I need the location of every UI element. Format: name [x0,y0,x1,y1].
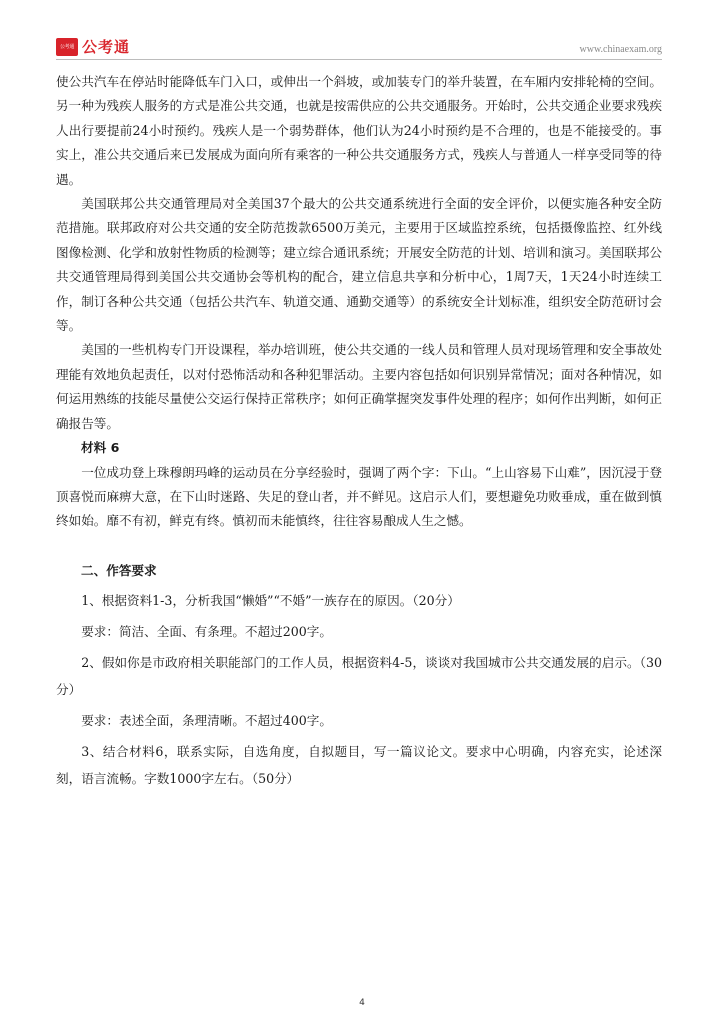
site-url[interactable]: www.chinaexam.org [579,44,662,55]
document-body [56,70,662,792]
paragraph-3: 美国的一些机构专门开设课程，举办培训班，使公共交通的一线人员和管理人员对现场管理和安全事故处理能有效地负起责任，以对付恐怖活动和各种犯罪活动。主要内容包括如何识别异常情况；面对各种情况，如何运用熟练的技能尽量使公交运行保持正常秩序；如何正确掌握突发事件处理的程序；如何作出判断，如何正确报告等。 [56,342,662,431]
brand-logo[interactable] [56,36,130,57]
page-number: 4 [359,998,365,1008]
page-header [56,34,662,60]
question-2-requirement: 要求：表述全面，条理清晰。不超过400字。 [81,713,332,729]
question-3: 3、结合材料6，联系实际，自选角度，自拟题目，写一篇议论文。要求中心明确，内容充实，论述深刻，语言流畅。字数1000字左右。（50分） [56,744,662,787]
question-1: 1、根据资料1-3，分析我国“懒婚”“不婚”一族存在的原因。（20分） [81,593,460,609]
brand-name: 公考通 [82,38,131,56]
header-divider [56,59,662,60]
paragraph-2: 美国联邦公共交通管理局对全美国37个最大的公共交通系统进行全面的安全评价，以便实施各种安全防范措施。联邦政府对公共交通的安全防范拨款6500万美元，主要用于区域监控系统，包括摄像监控、红外线图像检测、化学和放射性物质的检测等；建立综合通讯系统；开展安全防范的计划、培训和演习。美国联邦公共交通管理局得到美国公共交通协会等机构的配合，建立信息共享和分析中心，1周7天，1天24小时连续工作，制订各种公共交通（包括公共汽车、轨道交通、通勤交通等）的系统安全计划标准，组织安全防范研讨会等。 [56,196,662,334]
question-1-requirement: 要求：简洁、全面、有条理。不超过200字。 [81,624,332,640]
material-6-text: 一位成功登上珠穆朗玛峰的运动员在分享经验时，强调了两个字：下山。“上山容易下山难”，因沉浸于登顶喜悦而麻痹大意，在下山时迷路、失足的登山者，并不鲜见。这启示人们，要想避免功败垂成，重在做到慎终如始。靡不有初，鲜克有终。慎初而未能慎终，往往容易酿成人生之憾。 [56,464,662,529]
material-6-title: 材料 6 [81,440,120,456]
section-heading-requirements: 二、作答要求 [81,562,157,578]
paragraph-1: 使公共汽车在停站时能降低车门入口，或伸出一个斜坡，或加装专门的举升装置，在车厢内安排轮椅的空间。另一种为残疾人服务的方式是准公共交通，也就是按需供应的公共交通服务。开始时，公共交通企业要求残疾人出行要提前24小时预约。残疾人是一个弱势群体，他们认为24小时预约是不合理的，也是不能接受的。事实上，准公共交通后来已发展成为面向所有乘客的一种公共交通服务方式，残疾人与普通人一样享受同等的待遇。 [56,74,662,187]
logo-badge-icon: 公考通 [56,38,78,56]
question-2: 2、假如你是市政府相关职能部门的工作人员，根据资料4-5，谈谈对我国城市公共交通发展的启示。（30分） [56,655,662,698]
